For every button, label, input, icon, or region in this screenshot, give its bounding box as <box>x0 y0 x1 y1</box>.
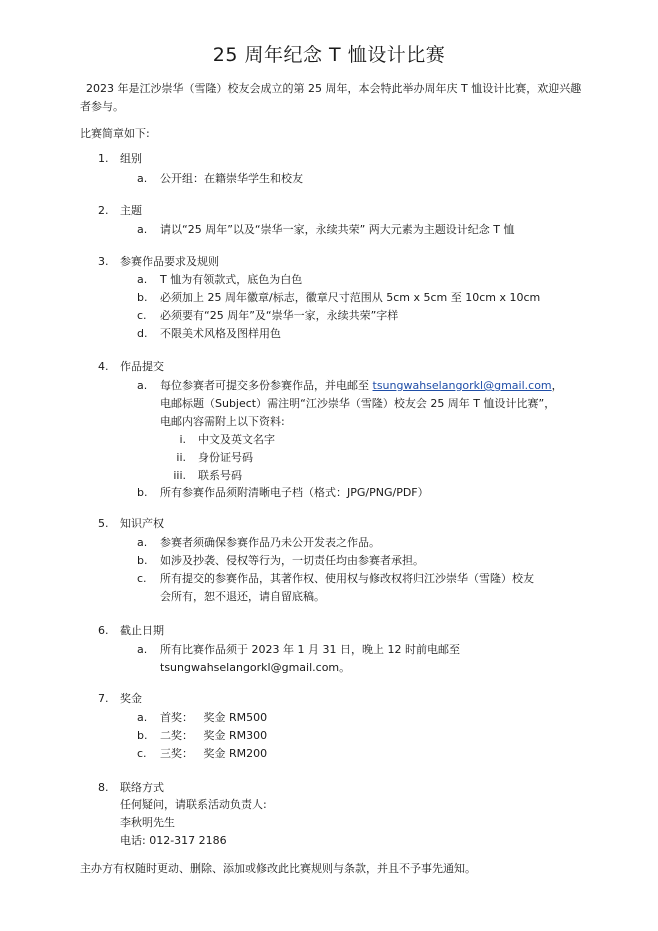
section-heading: 1. 组别 <box>98 152 142 165</box>
section-heading: 6. 截止日期 <box>98 624 164 637</box>
list-item-continuation: 电邮内容需附上以下资料: <box>160 415 285 428</box>
list-item: a. T 恤为有领款式，底色为白色 <box>137 273 303 286</box>
email-link[interactable]: tsungwahselangorkl@gmail.com <box>372 379 552 392</box>
section-heading: 3. 参赛作品要求及规则 <box>98 255 219 268</box>
section-heading: 2. 主题 <box>98 204 142 217</box>
list-item: a. 参赛者须确保参赛作品乃未公开发表之作品。 <box>137 536 380 549</box>
list-item: b. 所有参赛作品须附清晰电子档（格式：JPG/PNG/PDF） <box>137 486 429 499</box>
list-item: c. 所有提交的参赛作品，其著作权、使用权与修改权将归江沙崇华（雪隆）校友 <box>137 572 534 585</box>
list-item: d. 不限美术风格及图样用色 <box>137 327 281 340</box>
list-item: a. 所有比赛作品须于 2023 年 1 月 31 日，晚上 12 时前电邮至 <box>137 643 460 656</box>
list-item: b. 二奖： 奖金 RM300 <box>137 729 268 742</box>
list-item: c. 必须要有“25 周年”及“崇华一家，永续共荣”字样 <box>137 309 399 322</box>
contact-phone: 电话: 012-317 2186 <box>120 834 227 847</box>
list-item-continuation: 会所有，恕不退还，请自留底稿。 <box>160 590 325 603</box>
list-item-continuation: tsungwahselangorkl@gmail.com。 <box>160 661 351 674</box>
sub-list-item: i. 中文及英文名字 <box>179 433 275 446</box>
section-heading: 5. 知识产权 <box>98 517 164 530</box>
list-item: b. 必须加上 25 周年徽章/标志，徽章尺寸范围从 5cm x 5cm 至 10cm x 10cm <box>137 291 541 304</box>
list-item-continuation: 电邮标题（Subject）需注明“江沙崇华（雪隆）校友会 25 周年 T 恤设计比赛”， <box>160 397 556 410</box>
section-heading: 4. 作品提交 <box>98 360 164 373</box>
footer-note: 主办方有权随时更动、删除、添加或修改此比赛规则与条款，并且不予事先通知。 <box>80 862 476 875</box>
list-item: a. 公开组：在籍崇华学生和校友 <box>137 172 303 185</box>
section-heading: 8. 联络方式 <box>98 781 164 794</box>
section-heading: 7. 奖金 <box>98 692 142 705</box>
list-item: a. 首奖： 奖金 RM500 <box>137 711 268 724</box>
sub-list-item: ii. 身份证号码 <box>176 451 253 464</box>
list-item: a. 请以“25 周年”以及“崇华一家，永续共荣” 两大元素为主题设计纪念 T 恤 <box>137 223 515 236</box>
contact-line: 任何疑问，请联系活动负责人: <box>120 798 267 811</box>
contact-block <box>120 796 267 850</box>
list-item: b. 如涉及抄袭、侵权等行为，一切责任均由参赛者承担。 <box>137 554 424 567</box>
sub-list-item: iii. 联系号码 <box>173 469 242 482</box>
page-title: 25 周年纪念 T 恤设计比赛 <box>212 44 446 66</box>
intro-paragraph: 2023 年是江沙崇华（雪隆）校友会成立的第 25 周年，本会特此举办周年庆 T 恤设计比赛，欢迎兴趣者参与。 <box>80 82 582 113</box>
list-item: c. 三奖： 奖金 RM200 <box>137 747 268 760</box>
list-item: a. 每位参赛者可提交多份参赛作品，并电邮至 tsungwahselangorkl@gmail.com， <box>137 379 563 392</box>
rules-heading: 比赛简章如下: <box>80 127 150 140</box>
contact-person: 李秋明先生 <box>120 816 175 829</box>
